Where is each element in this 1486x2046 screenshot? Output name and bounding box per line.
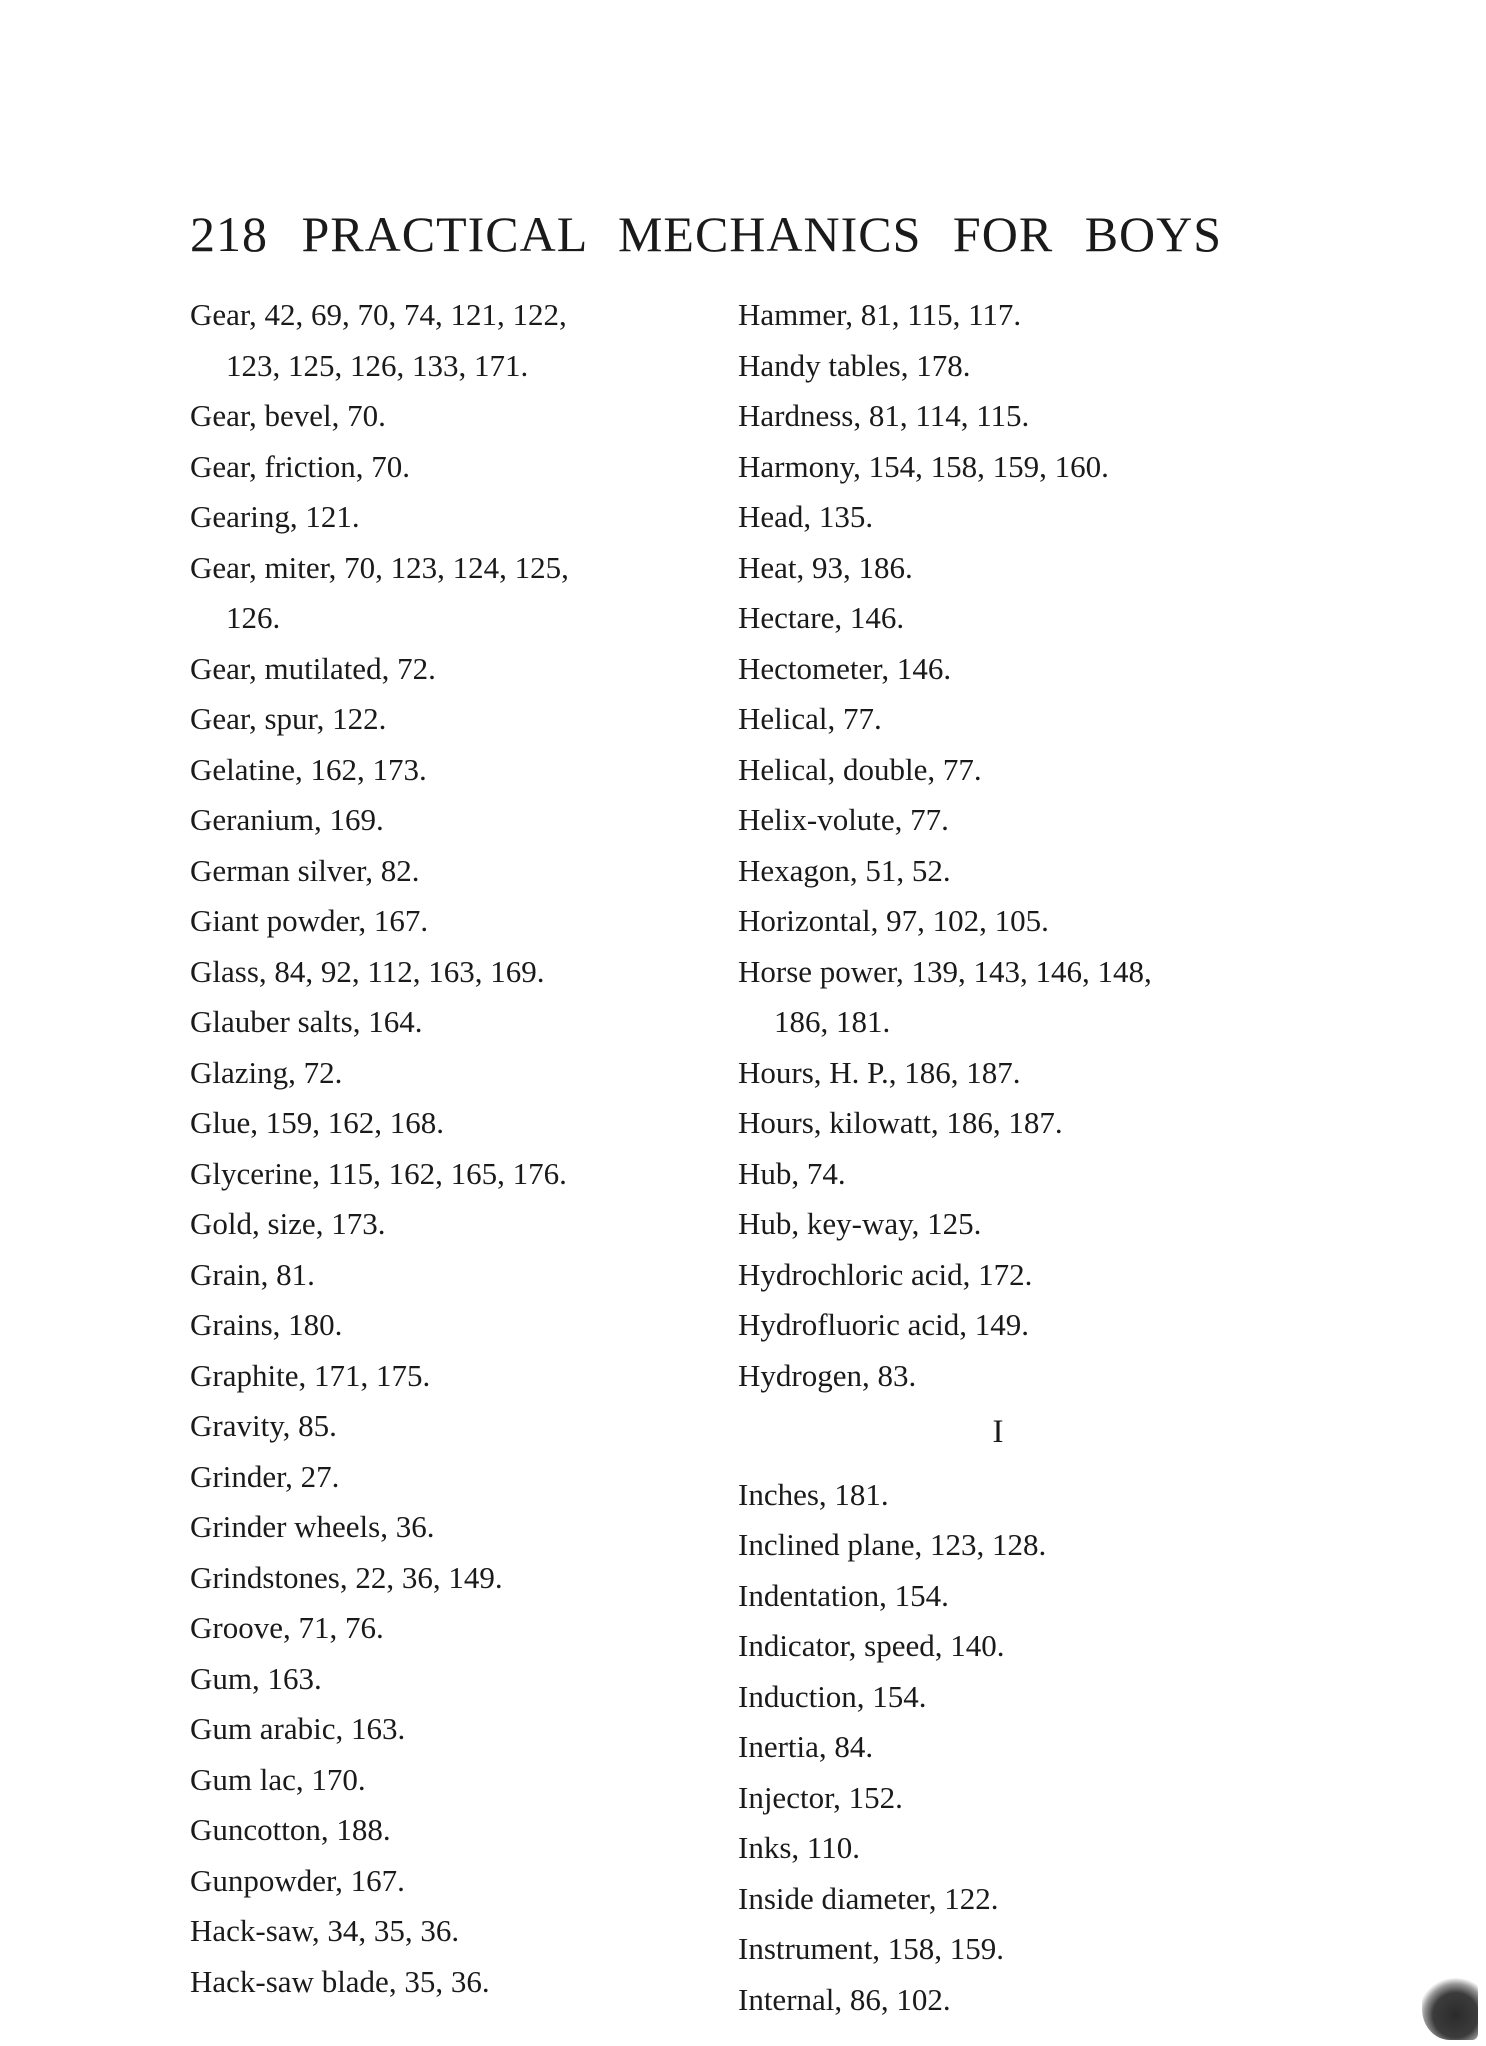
index-entry: Gear, bevel, 70. [190, 398, 386, 433]
index-entry-continuation: 123, 125, 126, 133, 171. [226, 347, 529, 383]
index-entry: Grindstones, 22, 36, 149. [190, 1559, 503, 1595]
index-entry: Gear, 42, 69, 70, 74, 121, 122, [190, 297, 567, 332]
index-entry: Hub, key-way, 125. [738, 1206, 982, 1241]
index-entry: Injector, 152. [738, 1779, 903, 1815]
page-header [190, 205, 1250, 263]
index-entry: Guncotton, 188. [190, 1812, 391, 1847]
index-entry: Grinder, 27. [190, 1458, 340, 1494]
section-letter-heading: I [992, 1414, 1004, 1450]
index-entry: Hours, H. P., 186, 187. [738, 1054, 1021, 1090]
index-entry: Glauber salts, 164. [190, 1004, 423, 1039]
index-entry: Groove, 71, 76. [190, 1610, 384, 1645]
index-entry: Gum, 163. [190, 1660, 322, 1696]
index-entry: Gum lac, 170. [190, 1761, 366, 1797]
index-entry: Glazing, 72. [190, 1054, 343, 1090]
index-entry: Hydrochloric acid, 172. [738, 1256, 1033, 1292]
index-entry: Hub, 74. [738, 1155, 846, 1191]
index-entry: Gear, spur, 122. [190, 701, 387, 736]
index-entry: Giant powder, 167. [190, 903, 429, 938]
index-entry: Glycerine, 115, 162, 165, 176. [190, 1155, 567, 1191]
index-entry: Hours, kilowatt, 186, 187. [738, 1105, 1063, 1140]
page-number: 218 [190, 206, 268, 262]
index-column-left [190, 290, 710, 2007]
index-entry: Harmony, 154, 158, 159, 160. [738, 448, 1109, 484]
index-entry: Gold, size, 173. [190, 1206, 386, 1241]
index-entry: Gearing, 121. [190, 499, 360, 534]
index-entry: Helical, 77. [738, 701, 882, 736]
index-entry: Instrument, 158, 159. [738, 1931, 1005, 1966]
index-entry: Horse power, 139, 143, 146, 148, [738, 953, 1152, 989]
index-entry: Inches, 181. [738, 1476, 889, 1512]
index-entry: Indentation, 154. [738, 1577, 949, 1613]
index-entry: Gear, friction, 70. [190, 448, 410, 484]
index-entry: Helix-volute, 77. [738, 802, 949, 837]
index-column-right [738, 290, 1298, 2025]
index-entry: Hexagon, 51, 52. [738, 852, 951, 888]
index-entry: Inks, 110. [738, 1830, 860, 1865]
book-title: PRACTICAL MECHANICS FOR BOYS [301, 206, 1223, 262]
index-entry: Hectometer, 146. [738, 650, 952, 686]
index-entry: Grain, 81. [190, 1256, 315, 1292]
index-entry: Hardness, 81, 114, 115. [738, 398, 1030, 433]
index-entry: Gum arabic, 163. [190, 1711, 406, 1746]
index-entry: Helical, double, 77. [738, 751, 982, 787]
index-entry: Horizontal, 97, 102, 105. [738, 903, 1049, 938]
index-entry: Hammer, 81, 115, 117. [738, 297, 1022, 332]
index-entry: Hydrogen, 83. [738, 1357, 917, 1393]
index-entry: Geranium, 169. [190, 802, 384, 837]
index-entry: German silver, 82. [190, 852, 420, 888]
index-entry: Internal, 86, 102. [738, 1981, 951, 2017]
index-entry: Inertia, 84. [738, 1729, 874, 1764]
index-entry: Grains, 180. [190, 1307, 343, 1342]
index-entry: Gunpowder, 167. [190, 1862, 405, 1898]
index-entry: Hectare, 146. [738, 600, 905, 635]
index-entry: Graphite, 171, 175. [190, 1357, 431, 1393]
index-entry: Handy tables, 178. [738, 347, 971, 383]
index-entry: Hack-saw blade, 35, 36. [190, 1963, 490, 1999]
index-entry: Gear, mutilated, 72. [190, 650, 436, 686]
index-entry: Gear, miter, 70, 123, 124, 125, [190, 549, 569, 585]
index-entry: Induction, 154. [738, 1678, 927, 1714]
index-entry: Inclined plane, 123, 128. [738, 1527, 1047, 1562]
index-entry: Hydrofluoric acid, 149. [738, 1307, 1029, 1342]
index-entry: Inside diameter, 122. [738, 1880, 999, 1916]
scan-ink-blot [1422, 1978, 1478, 2040]
index-entry: Grinder wheels, 36. [190, 1509, 435, 1544]
index-entry: Head, 135. [738, 499, 874, 534]
index-entry: Heat, 93, 186. [738, 549, 913, 585]
index-entry-continuation: 186, 181. [774, 1004, 891, 1039]
index-entry: Glass, 84, 92, 112, 163, 169. [190, 953, 545, 989]
index-entry: Hack-saw, 34, 35, 36. [190, 1913, 460, 1948]
index-entry: Gravity, 85. [190, 1408, 337, 1443]
index-entry: Indicator, speed, 140. [738, 1628, 1005, 1663]
index-entry: Glue, 159, 162, 168. [190, 1105, 445, 1140]
index-entry: Gelatine, 162, 173. [190, 751, 427, 787]
index-entry-continuation: 126. [226, 600, 281, 635]
